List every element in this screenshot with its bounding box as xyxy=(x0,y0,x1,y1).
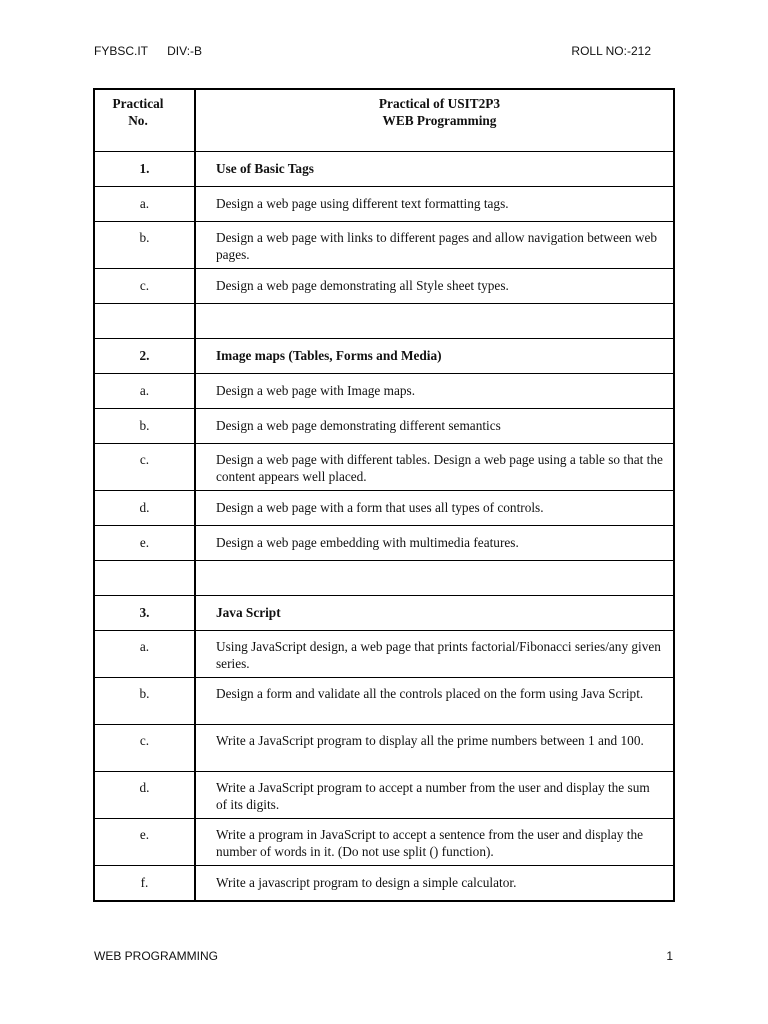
practical-number: a. xyxy=(94,187,195,222)
division-label: DIV:-B xyxy=(167,44,203,58)
practical-number: c. xyxy=(94,725,195,772)
practical-description: Java Script xyxy=(195,596,674,631)
roll-number: ROLL NO:-212 xyxy=(571,44,651,58)
page-header-left xyxy=(94,44,202,58)
header-practical-no: Practical No. xyxy=(94,89,195,152)
practical-number: d. xyxy=(94,772,195,819)
practical-number: b. xyxy=(94,409,195,444)
table-row xyxy=(94,819,674,866)
practical-number: e. xyxy=(94,819,195,866)
course-label: FYBSC.IT xyxy=(94,44,148,58)
practical-description: Use of Basic Tags xyxy=(195,152,674,187)
spacer-row xyxy=(94,561,674,596)
practical-number: 2. xyxy=(94,339,195,374)
section-row xyxy=(94,339,674,374)
practical-description: Write a JavaScript program to display all the prime numbers between 1 and 100. xyxy=(195,725,674,772)
practical-number: b. xyxy=(94,678,195,725)
table-row xyxy=(94,631,674,678)
practical-number: a. xyxy=(94,631,195,678)
table-row xyxy=(94,187,674,222)
table-row xyxy=(94,725,674,772)
practical-description: Image maps (Tables, Forms and Media) xyxy=(195,339,674,374)
page-number: 1 xyxy=(666,949,673,963)
table-row xyxy=(94,444,674,491)
practical-description: Write a JavaScript program to accept a number from the user and display the sum of its digits. xyxy=(195,772,674,819)
table-row xyxy=(94,222,674,269)
table-header-row xyxy=(94,89,674,152)
practical-number: 1. xyxy=(94,152,195,187)
practical-description: Design a web page with Image maps. xyxy=(195,374,674,409)
footer-title: WEB PROGRAMMING xyxy=(94,949,219,963)
practical-description: Design a form and validate all the controls placed on the form using Java Script. xyxy=(195,678,674,725)
table-row xyxy=(94,374,674,409)
practicals-table xyxy=(93,88,675,902)
practical-description: Design a web page embedding with multimedia features. xyxy=(195,526,674,561)
practical-description xyxy=(195,561,674,596)
practical-number: c. xyxy=(94,269,195,304)
practical-number: 3. xyxy=(94,596,195,631)
practical-description: Write a program in JavaScript to accept a sentence from the user and display the number of words in it. (Do not use split () function). xyxy=(195,819,674,866)
practical-number: f. xyxy=(94,866,195,902)
practical-description xyxy=(195,304,674,339)
table-row xyxy=(94,491,674,526)
header-practical-title: Practical of USIT2P3 WEB Programming xyxy=(195,89,674,152)
practical-number: b. xyxy=(94,222,195,269)
practical-number: d. xyxy=(94,491,195,526)
table-row xyxy=(94,409,674,444)
practical-description: Design a web page with different tables. Design a web page using a table so that the content appears well placed. xyxy=(195,444,674,491)
practical-description: Design a web page with links to different pages and allow navigation between web pages. xyxy=(195,222,674,269)
practical-description: Write a javascript program to design a simple calculator. xyxy=(195,866,674,902)
spacer-row xyxy=(94,304,674,339)
section-row xyxy=(94,152,674,187)
practical-description: Design a web page with a form that uses all types of controls. xyxy=(195,491,674,526)
practical-number xyxy=(94,304,195,339)
table-row xyxy=(94,526,674,561)
practical-description: Using JavaScript design, a web page that prints factorial/Fibonacci series/any given series. xyxy=(195,631,674,678)
practical-number: c. xyxy=(94,444,195,491)
table-row xyxy=(94,678,674,725)
practical-number: a. xyxy=(94,374,195,409)
table-row xyxy=(94,866,674,902)
section-row xyxy=(94,596,674,631)
practical-description: Design a web page using different text formatting tags. xyxy=(195,187,674,222)
practical-description: Design a web page demonstrating all Style sheet types. xyxy=(195,269,674,304)
practical-number: e. xyxy=(94,526,195,561)
table-row xyxy=(94,772,674,819)
practical-description: Design a web page demonstrating different semantics xyxy=(195,409,674,444)
practical-number xyxy=(94,561,195,596)
table-row xyxy=(94,269,674,304)
